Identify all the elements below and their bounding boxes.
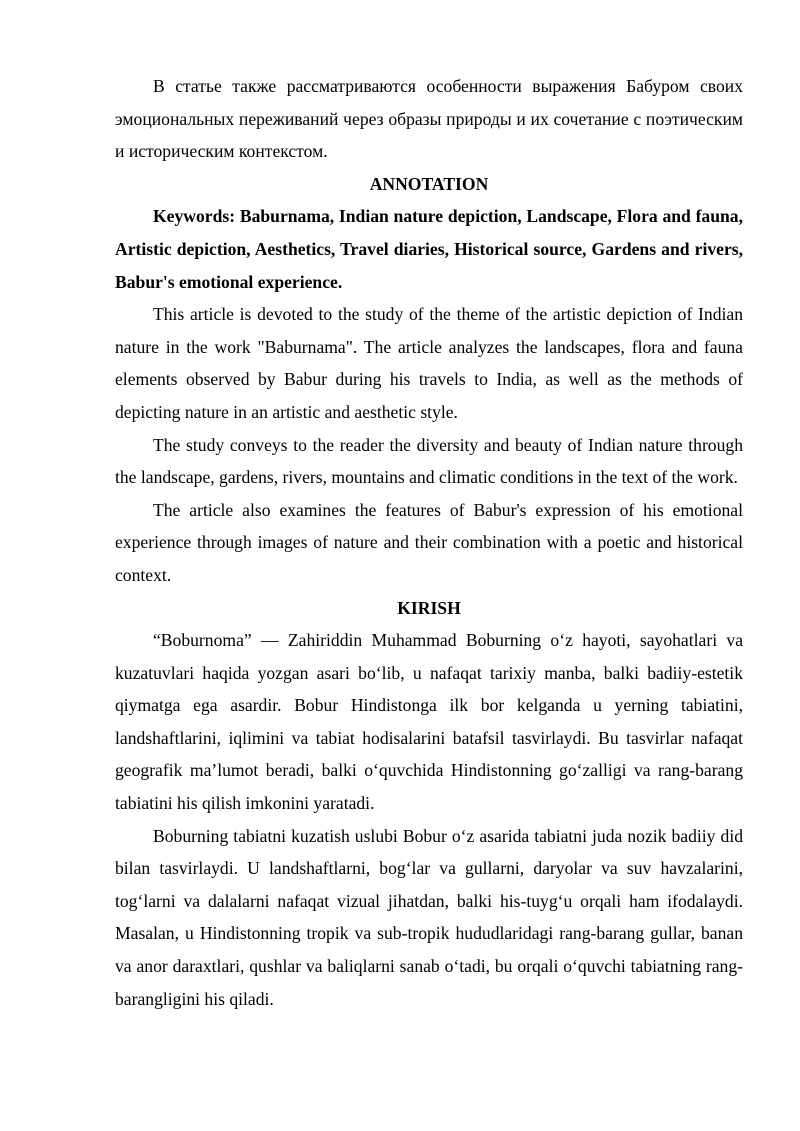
document-page: [115, 70, 743, 1015]
annotation-paragraph-3: The article also examines the features of Babur's expression of his emotional experience through images of nature and their combination with a poetic and historical context.: [115, 499, 743, 585]
russian-summary-paragraph: В статье также рассматриваются особенности выражения Бабуром своих эмоциональных переживаний через образы природы и их сочетание с поэтическим и историческим контекстом.: [115, 76, 743, 162]
keywords-paragraph: Keywords: Baburnama, Indian nature depiction, Landscape, Flora and fauna, Artistic depiction, Aesthetics, Travel diaries, Historical source, Gardens and rivers, Babur's emotional experience.: [115, 206, 743, 292]
introduction-paragraph-1: “Boburnoma” — Zahiriddin Muhammad Boburning o‘z hayoti, sayohatlari va kuzatuvlari haqida yozgan asari bo‘lib, u nafaqat tarixiy manba, balki badiiy-estetik qiymatga ega asardir. Bobur Hindistonga ilk bor kelganda u yerning tabiatini, landshaftlarini, iqlimini va tabiat hodisalarini batafsil tasvirlaydi. Bu tasvirlar nafaqat geografik ma’lumot beradi, balki o‘quvchida Hindistonning go‘zalligi va rang-barang tabiatini his qilish imkonini yaratadi.: [115, 630, 743, 814]
kirish-heading: KIRISH: [397, 597, 461, 618]
introduction-paragraph-2: Boburning tabiatni kuzatish uslubi Bobur o‘z asarida tabiatni juda nozik badiiy did bilan tasvirlaydi. U landshaftlarni, bog‘lar va gullarni, daryolar va suv havzalarini, tog‘larni va dalalarni nafaqat vizual jihatdan, balki his-tuyg‘u orqali ham ifodalaydi. Masalan, u Hindistonning tropik va sub-tropik hududlaridagi rang-barang gullar, banan va anor daraxtlari, qushlar va baliqlarni sanab o‘tadi, bu orqali o‘quvchi tabiatning rang-barangligini his qiladi.: [115, 825, 743, 1009]
annotation-paragraph-1: This article is devoted to the study of the theme of the artistic depiction of Indian nature in the work "Baburnama". The article analyzes the landscapes, flora and fauna elements observed by Babur during his travels to India, as well as the methods of depicting nature in an artistic and aesthetic style.: [115, 304, 743, 422]
annotation-heading: ANNOTATION: [369, 173, 489, 194]
annotation-paragraph-2: The study conveys to the reader the diversity and beauty of Indian nature through the landscape, gardens, rivers, mountains and climatic conditions in the text of the work.: [115, 434, 743, 488]
